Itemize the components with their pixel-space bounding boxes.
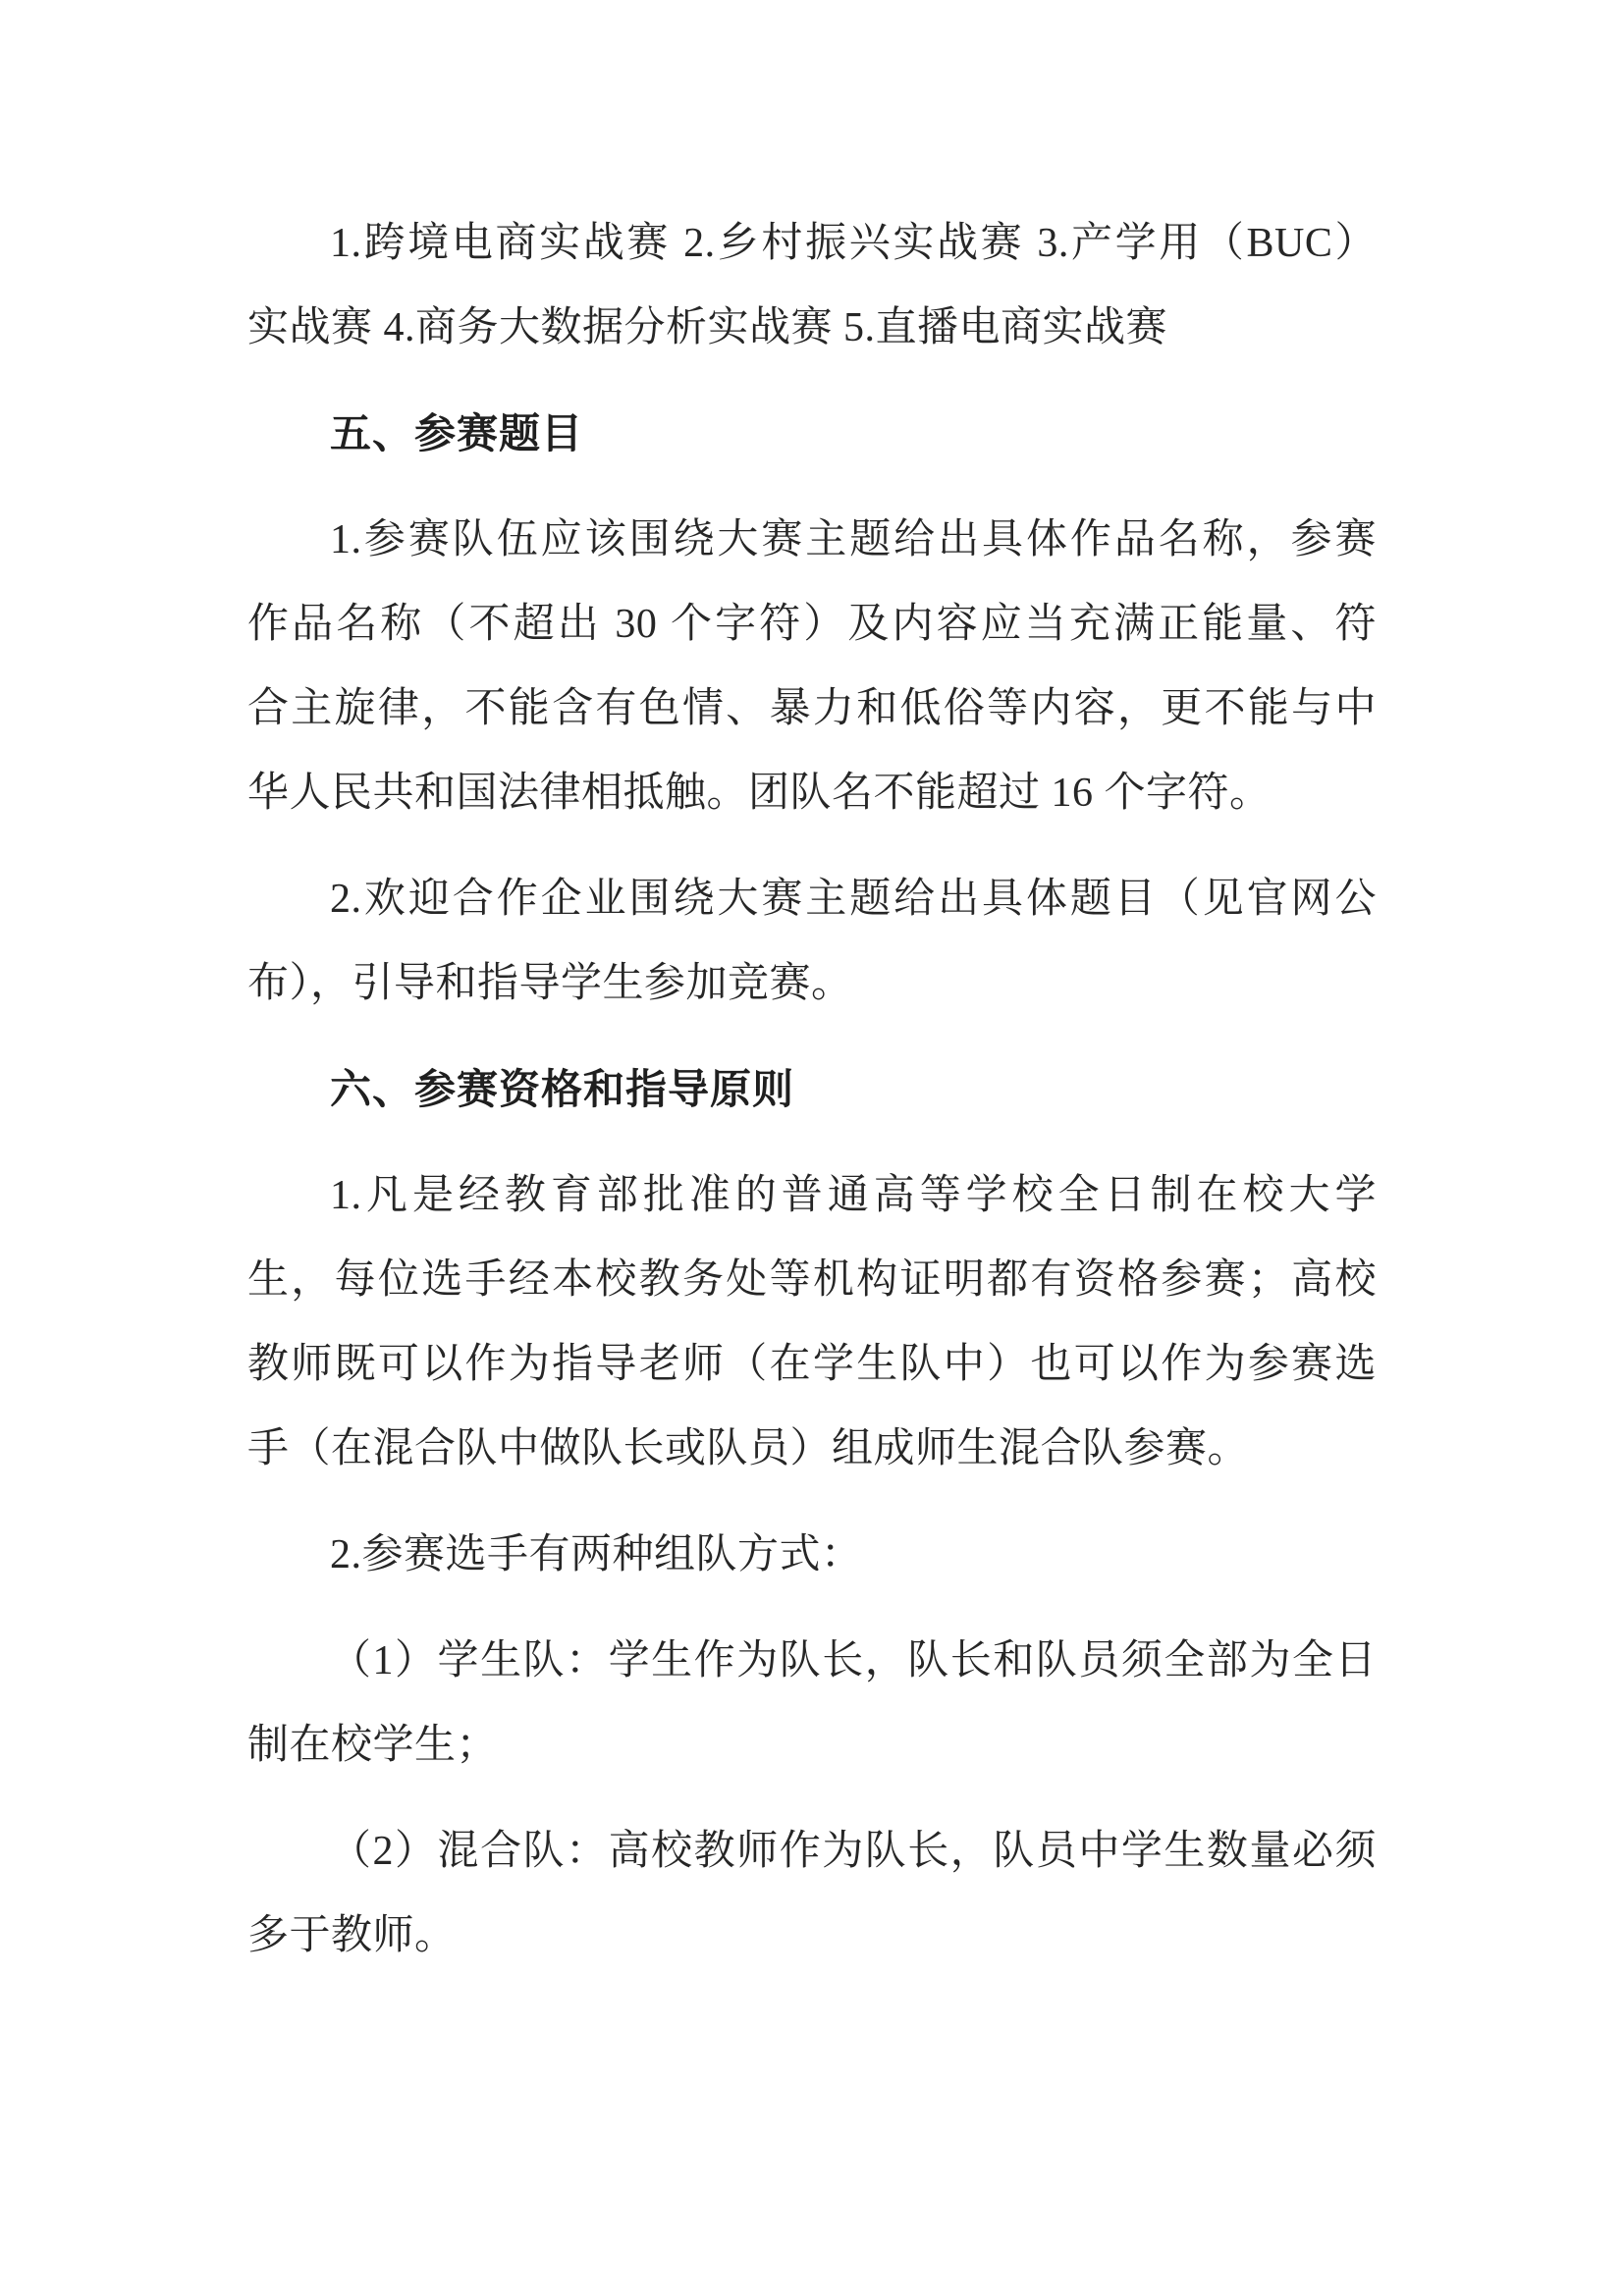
heading-text-line: 五、参赛题目 [330,410,584,456]
paragraph [247,1619,1377,1788]
paragraph [247,201,1377,370]
document-content [247,201,1377,2000]
section-heading [247,1047,1377,1132]
text-line: 手（在混合队中做队长或队员）组成师生混合队参赛。 [247,1426,1250,1471]
text-line: 1.凡是经教育部批准的普通高等学校全日制在校大学 [330,1173,1377,1218]
text-line: 1.跨境电商实战赛 2.乡村振兴实战赛 3.产学用（BUC） [330,221,1377,266]
section-heading [247,392,1377,476]
text-line: 实战赛 4.商务大数据分析实战赛 5.直播电商实战赛 [247,305,1168,350]
text-line: 布），引导和指导学生参加竞赛。 [247,961,853,1006]
text-line: 合主旋律，不能含有色情、暴力和低俗等内容，更不能与中 [247,686,1377,731]
text-line: 2.欢迎合作企业围绕大赛主题给出具体题目（见官网公 [330,877,1377,922]
text-line: 多于教师。 [247,1913,457,1958]
text-line: 教师既可以作为指导老师（在学生队中）也可以作为参赛选 [247,1342,1377,1387]
paragraph [247,1153,1377,1491]
text-line: （1）学生队：学生作为队长，队长和队员须全部为全日 [330,1638,1377,1683]
text-line: 生，每位选手经本校教务处等机构证明都有资格参赛；高校 [247,1257,1377,1303]
heading-text-line: 六、参赛资格和指导原则 [330,1066,795,1112]
text-line: 作品名称（不超出 30 个字符）及内容应当充满正能量、符 [247,602,1377,647]
paragraph [247,857,1377,1026]
text-line: 华人民共和国法律相抵触。团队名不能超过 16 个字符。 [247,771,1272,816]
text-line: 2.参赛选手有两种组队方式： [330,1532,863,1577]
paragraph [247,1513,1377,1597]
paragraph [247,1809,1377,1978]
paragraph [247,498,1377,835]
text-line: 制在校学生； [247,1723,499,1768]
text-line: （2）混合队：高校教师作为队长，队员中学生数量必须 [330,1829,1377,1874]
text-line: 1.参赛队伍应该围绕大赛主题给出具体作品名称，参赛 [330,517,1377,562]
